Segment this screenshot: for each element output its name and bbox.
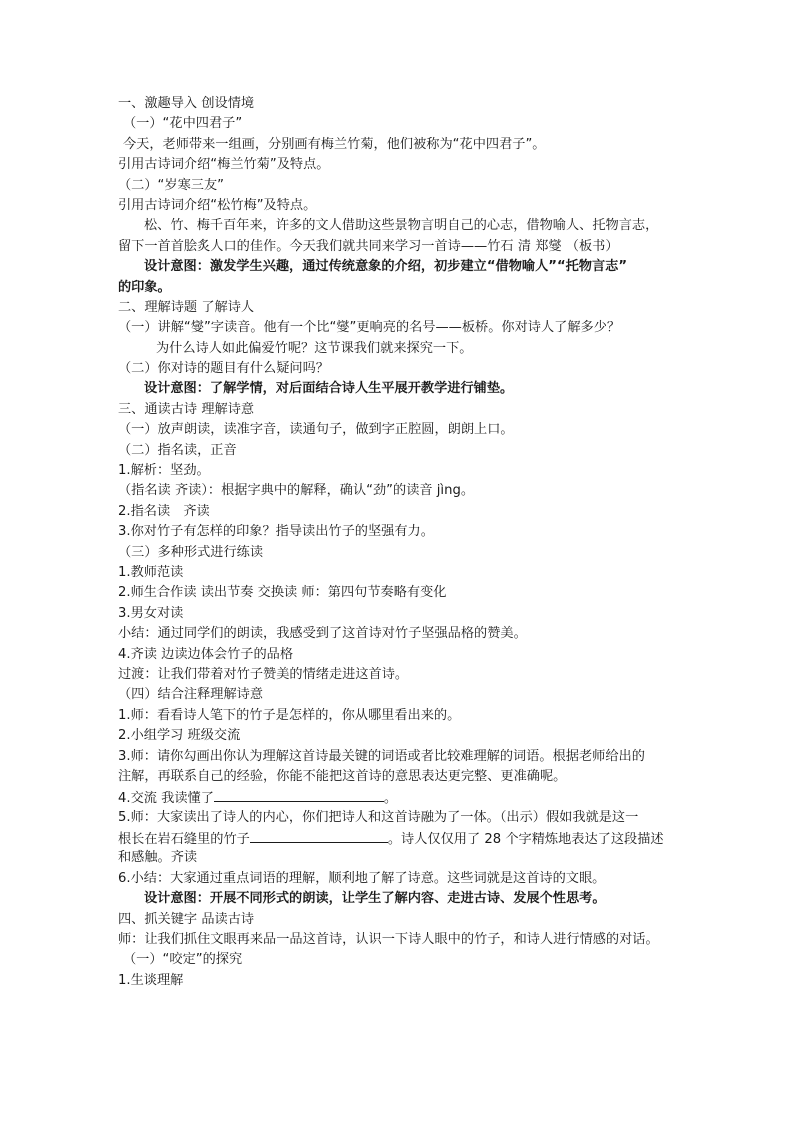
text-line: 过渡：让我们带着对竹子赞美的情绪走进这首诗。 xyxy=(118,666,409,682)
text-line: 1.师：看看诗人笔下的竹子是怎样的，你从哪里看出来的。 xyxy=(118,707,461,723)
text-line: 4.齐读 边读边体会竹子的品格 xyxy=(118,646,294,662)
text-line: （指名读 齐读）：根据字典中的解释，确认“劲”的读音 jìng。 xyxy=(118,483,475,499)
text-fragment: 。 xyxy=(383,791,398,807)
text-fragment: 根长在岩石缝里的竹子 xyxy=(118,832,250,848)
subsection-heading: （一）“咬定”的探究 xyxy=(123,952,243,968)
section-heading-2: 二、理解诗题 了解诗人 xyxy=(118,299,255,315)
text-line: 5.师：大家读出了诗人的内心，你们把诗人和这首诗融为了一体。（出示）假如我就是这一 xyxy=(118,809,639,825)
text-line: 2.师生合作读 读出节奏 交换读 师：第四句节奏略有变化 xyxy=(118,585,447,601)
design-intent-note: 设计意图：了解学情，对后面结合诗人生平展开教学进行铺垫。 xyxy=(144,381,514,397)
text-line: 留下一首首脍炙人口的佳作。今天我们就共同来学习一首诗——竹石 清 郑燮 （板书） xyxy=(118,238,619,254)
lesson-plan-document xyxy=(118,94,678,991)
text-line: 3.师：请你勾画出你认为理解这首诗最关键的词语或者比较难理解的词语。根据老师给出的 xyxy=(118,748,645,764)
text-line: （一）放声朗读，读准字音，读通句子，做到字正腔圆，朗朗上口。 xyxy=(118,422,514,438)
text-line: 为什么诗人如此偏爱竹呢？这节课我们就来探究一下。 xyxy=(156,340,473,356)
text-line: 引用古诗词介绍“梅兰竹菊”及特点。 xyxy=(118,157,330,173)
fill-in-blank xyxy=(250,828,388,843)
text-line: 3.男女对读 xyxy=(118,605,184,621)
design-intent-note: 设计意图：开展不同形式的朗读，让学生了解内容、走进古诗、发展个性思考。 xyxy=(144,891,606,907)
text-line: 师：让我们抓住文眼再来品一品这首诗，认识一下诗人眼中的竹子，和诗人进行情感的对话。 xyxy=(118,932,659,948)
text-line: 6.小结：大家通过重点词语的理解，顺利地了解了诗意。这些词就是这首诗的文眼。 xyxy=(118,870,606,886)
text-line: （一）讲解“燮”字读音。他有一个比“燮”更响亮的名号——板桥。你对诗人了解多少？ xyxy=(118,320,621,336)
section-heading-4: 四、抓关键字 品读古诗 xyxy=(118,911,255,927)
text-line: 引用古诗词介绍“松竹梅”及特点。 xyxy=(118,197,317,213)
subsection-heading: （二）指名读，正音 xyxy=(118,442,237,458)
fill-in-line xyxy=(118,828,678,848)
text-line: （二）你对诗的题目有什么疑问吗？ xyxy=(118,361,329,377)
design-intent-note: 的印象。 xyxy=(118,279,171,295)
subsection-heading: （一）“花中四君子” xyxy=(123,116,243,132)
text-line: 1.教师范读 xyxy=(118,564,184,580)
subsection-heading: （四）结合注释理解诗意 xyxy=(118,687,264,703)
text-line: 1.解析：坚劲。 xyxy=(118,463,210,479)
subsection-heading: （三）多种形式进行练读 xyxy=(118,544,264,560)
section-heading-1: 一、激趣导入 创设情境 xyxy=(118,96,255,111)
text-line: 注解，再联系自己的经验，你能不能把这首诗的意思表达更完整、更准确呢。 xyxy=(118,768,567,784)
section-heading-3: 三、通读古诗 理解诗意 xyxy=(118,401,255,417)
text-line: 小结：通过同学们的朗读，我感受到了这首诗对竹子坚强品格的赞美。 xyxy=(118,626,527,642)
text-line: 今天，老师带来一组画，分别画有梅兰竹菊，他们被称为“花中四君子”。 xyxy=(123,136,546,152)
text-line: 2.小组学习 班级交流 xyxy=(118,728,241,744)
fill-in-line xyxy=(118,787,678,807)
text-line: 3.你对竹子有怎样的印象？指导读出竹子的坚强有力。 xyxy=(118,524,434,540)
text-line: 2.指名读 齐读 xyxy=(118,503,210,519)
text-line: 松、竹、梅千百年来，许多的文人借助这些景物言明自己的心志，借物喻人、托物言志， xyxy=(144,218,659,234)
text-fragment: 4.交流 我读懂了 xyxy=(118,791,214,807)
fill-in-blank xyxy=(214,787,384,802)
text-line: 1.生谈理解 xyxy=(118,972,184,988)
text-line: 和感触。齐读 xyxy=(118,850,198,866)
subsection-heading: （二）“岁寒三友” xyxy=(118,177,224,193)
design-intent-note: 设计意图：激发学生兴趣，通过传统意象的介绍，初步建立“借物喻人”“托物言志” xyxy=(144,259,628,275)
text-fragment: 。诗人仅仅用了 28 个字精炼地表达了这段描述 xyxy=(387,832,664,848)
